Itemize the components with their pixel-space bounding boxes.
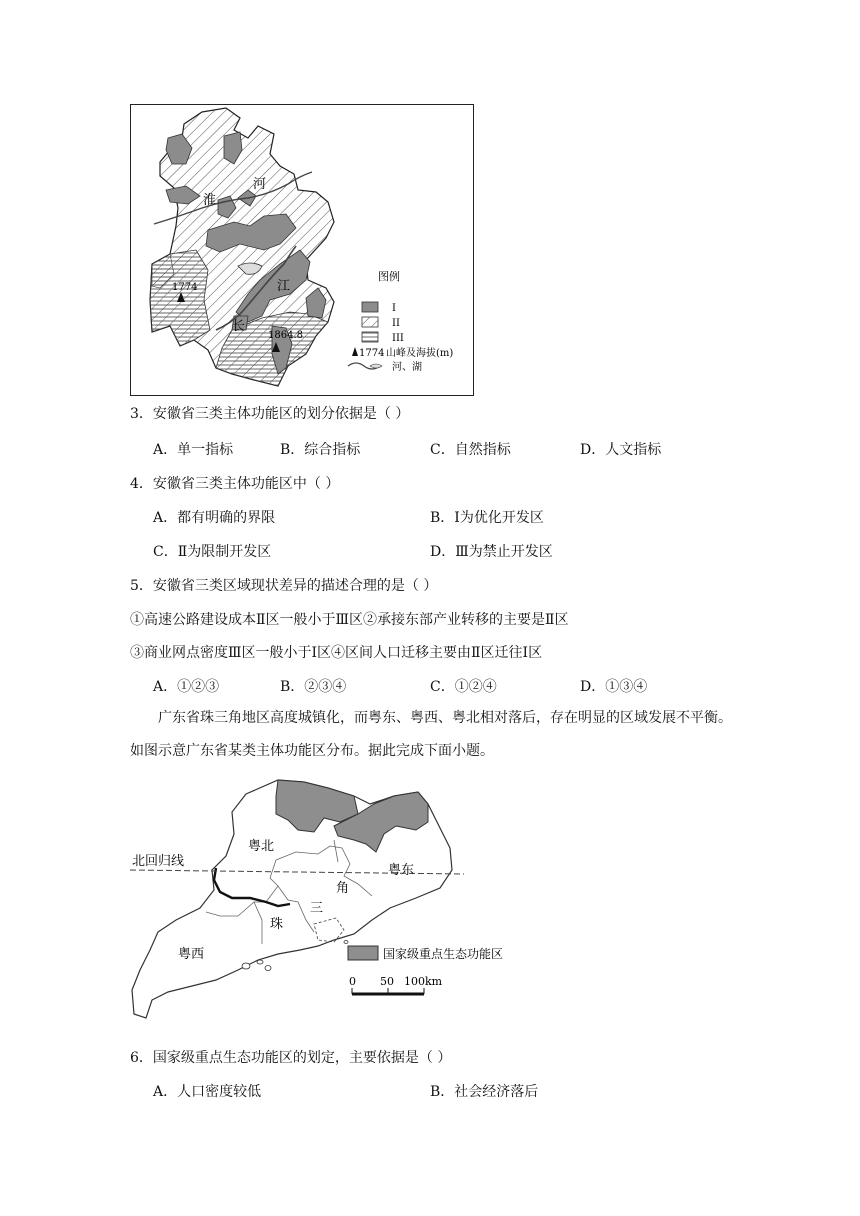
label-huai: 淮 bbox=[203, 193, 217, 208]
q3-option-c[interactable]: C．自然指标 bbox=[430, 442, 511, 458]
q5-statement-line-2: ③商业网点密度Ⅲ区一般小于Ⅰ区④区间人口迁移主要由Ⅱ区迁往Ⅰ区 bbox=[130, 645, 543, 661]
q3-option-b[interactable]: B．综合指标 bbox=[280, 442, 361, 458]
passage: 广东省珠三角地区高度城镇化，而粤东、粤西、粤北相对落后，存在明显的区域发展不平衡。如图示意广东省某类主体功能区分布。据此完成下面小题。 bbox=[130, 710, 732, 759]
legend-eco-label: 国家级重点生态功能区 bbox=[383, 947, 504, 961]
legend-i: I bbox=[392, 303, 396, 314]
region-label-san: 三 bbox=[310, 901, 324, 916]
region-label-zhu: 珠 bbox=[270, 917, 284, 932]
q6-stem: 6．国家级重点生态功能区的划定，主要依据是（ ） bbox=[130, 1050, 452, 1066]
legend-iii: III bbox=[392, 333, 404, 344]
scale-bar bbox=[349, 975, 443, 994]
q5-option-b[interactable]: B．②③④ bbox=[280, 679, 347, 695]
q6-option-a[interactable]: A．人口密度较低 bbox=[153, 1084, 262, 1100]
region-label-west: 粤西 bbox=[178, 947, 205, 962]
legend-title: 图例 bbox=[378, 270, 400, 283]
region-label-east: 粤东 bbox=[388, 863, 415, 878]
scale-0: 0 bbox=[349, 975, 356, 988]
label-jiang: 江 bbox=[277, 279, 291, 294]
q4-option-b[interactable]: B．Ⅰ为优化开发区 bbox=[430, 510, 544, 526]
guangdong-map bbox=[128, 774, 504, 1032]
anhui-map bbox=[130, 104, 474, 396]
q4-option-a[interactable]: A．都有明确的界限 bbox=[153, 510, 276, 526]
q3-option-d[interactable]: D．人文指标 bbox=[580, 442, 662, 458]
q5-option-a[interactable]: A．①②③ bbox=[153, 679, 220, 695]
region-label-jiao: 角 bbox=[336, 881, 350, 896]
q4-stem: 4．安徽省三类主体功能区中（ ） bbox=[130, 476, 340, 492]
peak-1774-label: 1774 bbox=[172, 282, 198, 293]
q4-option-d[interactable]: D．Ⅲ为禁止开发区 bbox=[430, 544, 553, 560]
legend-peak-label: 山峰及海拔(m) bbox=[386, 348, 454, 359]
scale-100: 100km bbox=[404, 975, 443, 988]
label-he: 河 bbox=[253, 177, 267, 192]
q5-stem: 5．安徽省三类区域现状差异的描述合理的是（ ） bbox=[130, 578, 438, 594]
q5-option-c[interactable]: C．①②④ bbox=[430, 679, 497, 695]
peak-1864-label: 1864.8 bbox=[268, 330, 303, 341]
tropic-label: 北回归线 bbox=[132, 854, 185, 869]
scale-50: 50 bbox=[380, 975, 394, 988]
q3-stem: 3．安徽省三类主体功能区的划分依据是（ ） bbox=[130, 406, 410, 422]
label-chang: 长 bbox=[232, 319, 246, 334]
legend-peak-value: 1774 bbox=[359, 348, 385, 359]
q5-option-d[interactable]: D．①③④ bbox=[580, 679, 648, 695]
q3-option-a[interactable]: A．单一指标 bbox=[153, 442, 234, 458]
region-label-north: 粤北 bbox=[248, 839, 275, 854]
q5-statement-line-1: ①高速公路建设成本Ⅱ区一般小于Ⅲ区②承接东部产业转移的主要是Ⅱ区 bbox=[130, 612, 569, 628]
legend-eco-swatch bbox=[348, 946, 378, 960]
legend-river-label: 河、湖 bbox=[392, 362, 422, 373]
q6-option-b[interactable]: B．社会经济落后 bbox=[430, 1084, 539, 1100]
legend-ii: II bbox=[392, 318, 400, 329]
q4-option-c[interactable]: C．Ⅱ为限制开发区 bbox=[153, 544, 272, 560]
